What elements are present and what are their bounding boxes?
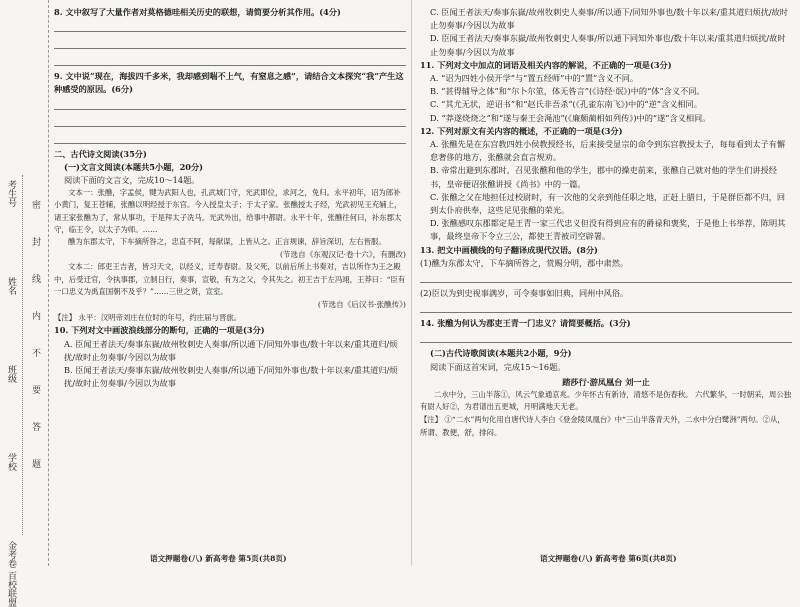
answer-line[interactable]: [54, 114, 406, 127]
question-11: 11. 下列对文中加点的词语及相关内容的解说，不正确的一项是(3分): [420, 59, 672, 70]
question-13: 13. 把文中画横线的句子翻译成现代汉语。(8分): [420, 244, 598, 255]
left-column: [54, 6, 406, 390]
option-c[interactable]: C. “其尤无状，逆诏书”和“赵氏非吾杀”(《孔雀东南飞》)中的“逆”含义相同。: [430, 99, 702, 110]
seal-word: 答: [30, 422, 40, 431]
question-12: 12. 下列对原文有关内容的概述，不正确的一项是(3分): [420, 125, 623, 136]
label-exam-number: 考生号: [6, 180, 16, 207]
answer-line[interactable]: [54, 53, 406, 66]
binding-margin: [0, 0, 49, 607]
passage-note: 【注】 永平：汉明帝刘庄在位时的年号，约庄届与晋旅。: [54, 313, 242, 323]
poem-note: 【注】 ①“二水”两句化用自唐代诗人李白《登金陵凤凰台》中“三山半落青天外，二水中分白鹭洲”两句。②从，所谓、教便，舒，排闷。: [420, 415, 785, 438]
question-8: 8. 文中叙写了大量作者对莫格德哇相关历史的联想，请简要分析其作用。(4分): [54, 7, 341, 17]
answer-line[interactable]: [54, 97, 406, 110]
seal-word: 封: [30, 237, 40, 246]
option-a[interactable]: A. “诏为四姓小侯开学”与“置五经师”中的“置”含义不同。: [430, 73, 639, 84]
question-9: 9. 文中说“现在，海拔四千多米，我却感到喘不上气，有窒息之感”，请结合文本探究“我”产生这种感受的原因。(6分): [54, 71, 404, 95]
column-divider: [411, 0, 412, 566]
option-d[interactable]: D. 臣闻王者法天/奏事东嶽/故州牧刺史人奏事/所以通下同知外事也/数十年以来/重其道归烦扰/故时止勿奏事/今因以为故事: [430, 33, 786, 57]
section-heading: 二、古代诗文阅读(35分): [54, 148, 147, 159]
option-c[interactable]: C. 张醮之父在地担任过校尉时，有一次他的父亲到他任职之地，正赶上腊日，于是群臣都不归，回到太仆府供奉，这些足见张醮的荣光。: [430, 191, 786, 216]
question-13-1: (1)醮为东郡太守，下车摘所咎之，赏赐分明，郡中肃然。: [420, 257, 629, 268]
answer-line[interactable]: [420, 270, 792, 283]
passage-text-2: 文本二：郎吏王吉者，皆习天文，以经义，迁寿春尉。及父死，以前后所上书奏对，吉以所作为王之殿中，后受迁官，令执事郡，立制日行，奏事，宣敬，有为之父，令其失之。初王吉于左冯翊，王莽曰：“臣有一口忠义为禹直国朝不及乎？”……三世之贤，宣室。: [54, 262, 406, 296]
answer-line[interactable]: [54, 19, 406, 32]
passage-text-1: 文本一：张醮，字孟侯，犍为武阳人也，孔武城门守，光武即位，求河之，免归。永平初年，诏为郎补小黄门，复王苍辅，张醮以明经授于东宫。今入授皇太子；于太子家。张醮授太子经，光武初见王充辅上，诸王家张醮为了，常从事功，于是拜太子冼马。光武外出，给事中都尉。永平十年，张醮往何曰，补东郡太守，临王令，以太子为师。……: [54, 188, 402, 234]
seal-word: 要: [30, 385, 40, 394]
source-1: (节选自《东观汉记·卷十六》，有删改): [279, 250, 406, 260]
seal-word: 题: [30, 459, 40, 468]
label-school: 学校: [6, 453, 16, 471]
binding-labels: [6, 180, 18, 607]
answer-line[interactable]: [420, 330, 792, 343]
subsection-heading: (一)文言文阅读(本题共5小题，20分): [64, 161, 204, 172]
seal-word: 线: [30, 274, 40, 283]
poem-title: 踏莎行·游凤凰台 刘一止: [562, 376, 650, 387]
option-d[interactable]: D. 张醮感叹东郡都定是王青一家三代忠义但没有得到应有的爵禄和褒奖，于是他上书举荐，陈明其事，最终皇帝下令立三公，都使王青被司空辟署。: [430, 218, 786, 242]
right-column: [420, 6, 792, 439]
option-c[interactable]: C. 臣闻王者法天/奏事东嶽/故州牧刺史人奏事/所以通下/同知外事也/数十年以来/重其道归烦扰/故时止勿奏事/今因以为故事: [430, 7, 788, 31]
poem-text: 二水中分，三山半落①，风云气象通京兆。少年怀古有新诗，清悠不是伤春秋。 六代繁华，一时朝采，周公独有尉人好②，为君谱出五更城，月明满地天无老。: [420, 390, 792, 412]
option-a[interactable]: A. 臣闻王者法天/奏事东嶽/故州牧刺史人奏事/所以通下/同知外事也/数十年以来/重其道归/烦扰/故时止勿奏事/今因以为故事: [64, 338, 398, 362]
subsection-heading: (二)古代诗歌阅读(本题共2小题，9分): [430, 348, 572, 359]
seal-line: [22, 175, 24, 535]
option-a[interactable]: A. 张醮先是在东宫教四姓小侯教授经书，后来接受显宗的命令到东宫教授太子，每每看到太子有懈怠奢侈的地方，张醮就会直言规劝。: [430, 139, 785, 163]
source-2: (节选自《后汉书·张醮传》): [317, 300, 406, 310]
option-b[interactable]: B. “甚得辅导之体”和“尔卜尔筮，体无咎言”(《诗经·氓》)中的“体”含义不同。: [430, 86, 705, 97]
passage-text-1b: 醮为东郡太守，下车摘所咎之，忠直不阿，每献谋，上皆从之。正言规谏，辞旨深切，左右皆服。: [68, 237, 386, 247]
reading-instruction: 阅读下面的文言文，完成10～14题。: [64, 175, 200, 186]
page-footer-left: 语文押题卷(八) 新高考卷 第5页(共8页): [150, 554, 287, 563]
option-b[interactable]: B. 帝常出避到东郡时，召见张醮和他的学生，郡中的操吏前来，张醮自己就对他的学生们讲授经书，皇帝便诏张醮讲授《尚书》中的一篇。: [430, 165, 777, 189]
reading-instruction: 阅读下面这首宋词，完成15～16题。: [430, 361, 566, 372]
question-14: 14. 张醮为何认为郡吏王青一门忠义？请简要概括。(3分): [420, 318, 631, 329]
label-brand: 金考卷 百校联盟: [6, 541, 16, 607]
question-10: 10. 下列对文中画波浪线部分的断句，正确的一项是(3分): [54, 325, 265, 336]
seal-word: 不: [30, 348, 40, 357]
option-d[interactable]: D. “莽遂烧烧之”和“遂与秦王会渑池”(《廉颇蔺相如列传》)中的“遂”含义相同。: [430, 112, 711, 123]
question-13-2: (2)臣以为到史视事满岁，可令奏事如旧典，同州中风俗。: [420, 288, 629, 299]
answer-line[interactable]: [54, 131, 406, 144]
seal-word: 密: [30, 200, 40, 209]
page-footer-right: 语文押题卷(八) 新高考卷 第6页(共8页): [540, 554, 677, 563]
option-b[interactable]: B. 臣闻王者法天/奏事东嶽/故州牧刺史人奏事/所以通下/同知外事也/数十年以来/重其道归/烦扰/故时止勿奏事/今因以为故事: [64, 365, 398, 389]
seal-words: [30, 200, 42, 468]
label-name: 姓名: [6, 277, 16, 295]
answer-line[interactable]: [420, 300, 792, 313]
seal-word: 内: [30, 311, 40, 320]
answer-line[interactable]: [54, 36, 406, 49]
label-class: 班级: [6, 365, 16, 383]
